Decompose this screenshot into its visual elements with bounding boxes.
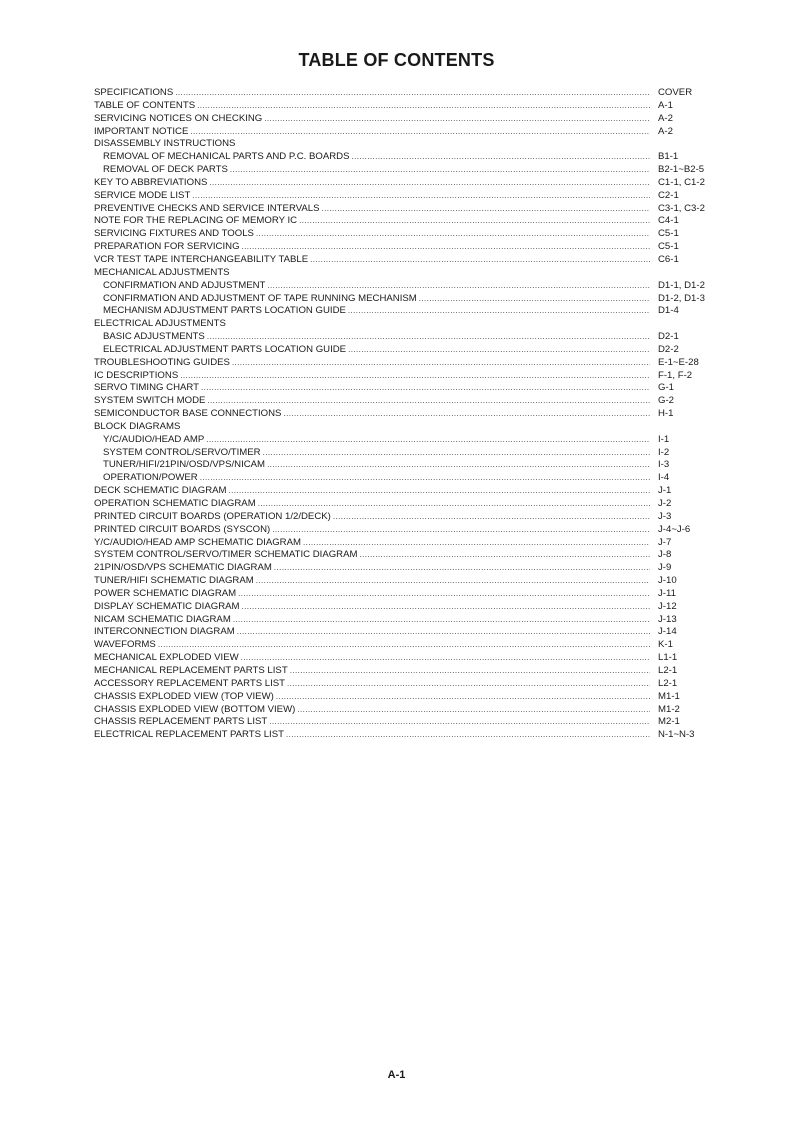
toc-entry-page: C5-1	[658, 228, 679, 240]
toc-entry[interactable]	[94, 241, 714, 254]
toc-entry-title: SYSTEM CONTROL/SERVO/TIMER	[103, 446, 261, 458]
dot-leader	[175, 87, 650, 100]
toc-section-heading	[94, 138, 714, 151]
dot-leader	[232, 357, 650, 370]
toc-entry-page: A-2	[658, 125, 673, 137]
toc-entry-title: OPERATION/POWER	[103, 472, 198, 484]
toc-entry[interactable]	[94, 524, 714, 537]
dot-leader	[348, 344, 650, 357]
dot-leader	[241, 652, 650, 665]
toc-entry-title: CONFIRMATION AND ADJUSTMENT	[103, 279, 266, 291]
toc-entry-title: Y/C/AUDIO/HEAD AMP SCHEMATIC DIAGRAM	[94, 536, 302, 548]
toc-entry-title: CHASSIS REPLACEMENT PARTS LIST	[94, 716, 268, 728]
toc-entry-title: PRINTED CIRCUIT BOARDS (OPERATION 1/2/DECK)	[94, 510, 331, 522]
toc-entry-page: J-14	[658, 626, 677, 638]
table-of-contents	[94, 87, 714, 742]
toc-entry-title: ELECTRICAL ADJUSTMENTS	[94, 318, 226, 330]
toc-entry[interactable]	[94, 395, 714, 408]
toc-entry[interactable]	[94, 678, 714, 691]
toc-entry[interactable]	[94, 614, 714, 627]
dot-leader	[269, 716, 650, 729]
toc-entry-page: J-11	[658, 587, 676, 599]
toc-entry[interactable]	[94, 254, 714, 267]
toc-entry-page: D1-2, D1-3	[658, 292, 705, 304]
toc-entry-title: WAVEFORMS	[94, 639, 156, 651]
toc-entry[interactable]	[94, 408, 714, 421]
toc-entry-page: C3-1, C3-2	[658, 202, 705, 214]
toc-entry-page: J-9	[658, 562, 672, 574]
toc-entry-page: D1-1, D1-2	[658, 279, 705, 291]
toc-entry-title: MECHANICAL EXPLODED VIEW	[94, 652, 239, 664]
dot-leader	[303, 537, 650, 550]
toc-entry-page: I-4	[658, 472, 670, 484]
toc-subentry[interactable]	[94, 472, 714, 485]
toc-entry[interactable]	[94, 113, 714, 126]
toc-entry-title: PREVENTIVE CHECKS AND SERVICE INTERVALS	[94, 202, 320, 214]
toc-entry-page: J-1	[658, 485, 672, 497]
dot-leader	[242, 601, 650, 614]
toc-entry[interactable]	[94, 575, 714, 588]
toc-entry-page: M1-1	[658, 690, 680, 702]
toc-entry-title: MECHANICAL ADJUSTMENTS	[94, 266, 230, 278]
toc-entry[interactable]	[94, 177, 714, 190]
toc-entry-page: A-1	[658, 99, 673, 111]
dot-leader	[419, 293, 650, 306]
toc-entry-page: C1-1, C1-2	[658, 176, 705, 188]
toc-entry-page: J-2	[658, 498, 672, 509]
toc-entry-page: M2-1	[658, 716, 680, 728]
dot-leader	[180, 370, 650, 383]
toc-entry[interactable]	[94, 382, 714, 395]
toc-entry[interactable]	[94, 626, 714, 639]
dot-leader	[267, 280, 650, 293]
toc-entry-title: SPECIFICATIONS	[94, 87, 174, 98]
toc-entry-title: DECK SCHEMATIC DIAGRAM	[94, 485, 227, 497]
toc-entry[interactable]	[94, 562, 714, 575]
dot-leader	[201, 382, 650, 395]
toc-subentry[interactable]	[94, 305, 714, 318]
dot-leader	[263, 447, 650, 460]
toc-entry[interactable]	[94, 190, 714, 203]
toc-entry-page: I-3	[658, 459, 670, 471]
toc-entry[interactable]	[94, 716, 714, 729]
toc-entry-page: J-8	[658, 549, 672, 561]
toc-entry-title: CONFIRMATION AND ADJUSTMENT OF TAPE RUNNING MECHANISM	[103, 292, 417, 304]
toc-entry-page: F-1, F-2	[658, 369, 693, 381]
toc-section-heading	[94, 318, 714, 331]
dot-leader	[256, 575, 650, 588]
toc-entry-title: DISASSEMBLY INSTRUCTIONS	[94, 138, 236, 150]
toc-entry-title: Y/C/AUDIO/HEAD AMP	[103, 433, 205, 445]
toc-entry-title: SYSTEM SWITCH MODE	[94, 395, 206, 407]
toc-subentry[interactable]	[94, 331, 714, 344]
toc-entry-page: D2-1	[658, 331, 679, 343]
toc-entry-page: I-1	[658, 433, 670, 445]
dot-leader	[192, 190, 650, 203]
toc-entry-title: PREPARATION FOR SERVICING	[94, 241, 240, 253]
toc-entry-page: J-3	[658, 510, 672, 522]
toc-entry-title: SERVO TIMING CHART	[94, 382, 200, 394]
toc-entry-title: POWER SCHEMATIC DIAGRAM	[94, 587, 237, 599]
toc-entry[interactable]	[94, 485, 714, 498]
toc-entry-page: I-2	[658, 446, 670, 458]
toc-entry-title: TUNER/HIFI/21PIN/OSD/VPS/NICAM	[103, 459, 266, 471]
toc-entry[interactable]	[94, 100, 714, 113]
toc-entry-title: TABLE OF CONTENTS	[94, 99, 196, 111]
toc-entry-title: VCR TEST TAPE INTERCHANGEABILITY TABLE	[94, 253, 309, 265]
toc-entry-title: CHASSIS EXPLODED VIEW (BOTTOM VIEW)	[94, 703, 296, 715]
toc-entry-title: OPERATION SCHEMATIC DIAGRAM	[94, 498, 256, 509]
toc-entry-title: ELECTRICAL ADJUSTMENT PARTS LOCATION GUIDE	[103, 343, 347, 355]
toc-entry[interactable]	[94, 601, 714, 614]
dot-leader	[322, 203, 650, 216]
toc-entry-page: A-2	[658, 112, 673, 124]
dot-leader	[360, 549, 651, 562]
dot-leader	[351, 151, 650, 164]
toc-entry-page: N-1~N-3	[658, 729, 695, 741]
toc-entry-title: TUNER/HIFI SCHEMATIC DIAGRAM	[94, 575, 254, 587]
toc-entry[interactable]	[94, 639, 714, 652]
toc-entry-page: J-7	[658, 536, 672, 548]
toc-entry-title: BASIC ADJUSTMENTS	[103, 331, 205, 343]
toc-entry-title: SERVICE MODE LIST	[94, 189, 191, 201]
toc-entry-title: 21PIN/OSD/VPS SCHEMATIC DIAGRAM	[94, 562, 272, 574]
toc-entry-title: PRINTED CIRCUIT BOARDS (SYSCON)	[94, 523, 271, 535]
toc-entry-page: C2-1	[658, 189, 679, 201]
toc-entry-page: H-1	[658, 408, 674, 420]
toc-subentry[interactable]	[94, 280, 714, 293]
dot-leader	[200, 472, 650, 485]
toc-entry-title: SERVICING NOTICES ON CHECKING	[94, 112, 263, 124]
toc-entry-title: INTERCONNECTION DIAGRAM	[94, 626, 235, 638]
dot-leader	[310, 254, 650, 267]
toc-entry[interactable]	[94, 588, 714, 601]
toc-subentry[interactable]	[94, 434, 714, 447]
toc-subentry[interactable]	[94, 164, 714, 177]
dot-leader	[230, 164, 650, 177]
page-title: TABLE OF CONTENTS	[298, 50, 495, 70]
dot-leader	[267, 459, 650, 472]
toc-entry-title: NICAM SCHEMATIC DIAGRAM	[94, 613, 231, 625]
toc-entry-page: K-1	[658, 639, 673, 651]
toc-entry-page: C6-1	[658, 253, 679, 265]
toc-entry-title: TROUBLESHOOTING GUIDES	[94, 356, 230, 368]
dot-leader	[238, 588, 650, 601]
toc-entry[interactable]	[94, 87, 714, 100]
toc-subentry[interactable]	[94, 151, 714, 164]
dot-leader	[287, 678, 650, 691]
dot-leader	[207, 395, 650, 408]
dot-leader	[158, 639, 650, 652]
dot-leader	[206, 434, 650, 447]
toc-entry[interactable]	[94, 537, 714, 550]
toc-entry[interactable]	[94, 652, 714, 665]
dot-leader	[333, 511, 650, 524]
toc-entry[interactable]	[94, 203, 714, 216]
toc-entry[interactable]	[94, 704, 714, 717]
toc-entry-page: B1-1	[658, 151, 679, 163]
dot-leader	[274, 562, 650, 575]
toc-entry-title: REMOVAL OF MECHANICAL PARTS AND P.C. BOARDS	[103, 151, 350, 163]
toc-subentry[interactable]	[94, 459, 714, 472]
dot-leader	[237, 626, 650, 639]
toc-entry[interactable]	[94, 498, 714, 511]
dot-leader	[272, 524, 650, 537]
toc-entry[interactable]	[94, 665, 714, 678]
dot-leader	[283, 408, 650, 421]
toc-entry-page: J-4~J-6	[658, 523, 691, 535]
toc-entry-title: MECHANICAL REPLACEMENT PARTS LIST	[94, 664, 288, 676]
dot-leader	[276, 691, 650, 704]
toc-entry[interactable]	[94, 228, 714, 241]
dot-leader	[242, 241, 650, 254]
toc-entry-page: C4-1	[658, 215, 679, 227]
toc-entry-title: SERVICING FIXTURES AND TOOLS	[94, 228, 254, 240]
toc-subentry[interactable]	[94, 344, 714, 357]
toc-subentry[interactable]	[94, 447, 714, 460]
toc-entry[interactable]	[94, 691, 714, 704]
page-number: A-1	[387, 1069, 406, 1081]
toc-entry-page: J-10	[658, 575, 677, 587]
toc-entry-page: G-2	[658, 395, 674, 407]
toc-entry-page: L2-1	[658, 677, 678, 689]
dot-leader	[290, 665, 650, 678]
toc-entry-title: MECHANISM ADJUSTMENT PARTS LOCATION GUIDE	[103, 305, 346, 317]
dot-leader	[229, 485, 650, 498]
dot-leader	[190, 126, 650, 139]
toc-entry-title: REMOVAL OF DECK PARTS	[103, 164, 228, 176]
toc-entry-title: ACCESSORY REPLACEMENT PARTS LIST	[94, 677, 286, 689]
toc-section-heading	[94, 267, 714, 280]
dot-leader	[207, 331, 650, 344]
toc-entry-title: SEMICONDUCTOR BASE CONNECTIONS	[94, 408, 282, 420]
toc-subentry[interactable]	[94, 293, 714, 306]
toc-entry-title: DISPLAY SCHEMATIC DIAGRAM	[94, 600, 240, 612]
toc-entry-page: J-13	[658, 613, 677, 625]
toc-entry-page: B2-1~B2-5	[658, 164, 705, 176]
toc-section-heading	[94, 421, 714, 434]
dot-leader	[348, 305, 650, 318]
toc-entry-title: NOTE FOR THE REPLACING OF MEMORY IC	[94, 215, 298, 227]
dot-leader	[209, 177, 650, 190]
toc-entry-page: M1-2	[658, 703, 680, 715]
dot-leader	[197, 100, 650, 113]
toc-entry-page: D1-4	[658, 305, 679, 317]
dot-leader	[264, 113, 650, 126]
toc-entry[interactable]	[94, 370, 714, 383]
toc-entry-title: KEY TO ABBREVIATIONS	[94, 176, 208, 188]
dot-leader	[256, 228, 650, 241]
toc-entry[interactable]	[94, 215, 714, 228]
toc-entry-title: CHASSIS EXPLODED VIEW (TOP VIEW)	[94, 690, 274, 702]
toc-entry[interactable]	[94, 511, 714, 524]
dot-leader	[233, 614, 650, 627]
toc-entry-page: COVER	[658, 87, 693, 98]
toc-entry[interactable]	[94, 549, 714, 562]
toc-entry-page: C5-1	[658, 241, 679, 253]
toc-entry-title: IC DESCRIPTIONS	[94, 369, 179, 381]
toc-entry-page: L1-1	[658, 652, 678, 664]
toc-entry-page: D2-2	[658, 343, 679, 355]
toc-entry-page: J-12	[658, 600, 677, 612]
toc-entry-page: G-1	[658, 382, 674, 394]
toc-entry-title: IMPORTANT NOTICE	[94, 125, 189, 137]
toc-entry[interactable]	[94, 357, 714, 370]
dot-leader	[286, 729, 650, 742]
dot-leader	[299, 215, 650, 228]
toc-entry-title: SYSTEM CONTROL/SERVO/TIMER SCHEMATIC DIAGRAM	[94, 549, 358, 561]
dot-leader	[258, 498, 650, 511]
toc-entry-page: L2-1	[658, 664, 678, 676]
toc-entry-page: E-1~E-28	[658, 356, 699, 368]
dot-leader	[297, 704, 650, 717]
toc-entry-title: BLOCK DIAGRAMS	[94, 420, 181, 432]
toc-entry[interactable]	[94, 126, 714, 139]
toc-entry[interactable]	[94, 729, 714, 742]
toc-entry-title: ELECTRICAL REPLACEMENT PARTS LIST	[94, 729, 284, 741]
